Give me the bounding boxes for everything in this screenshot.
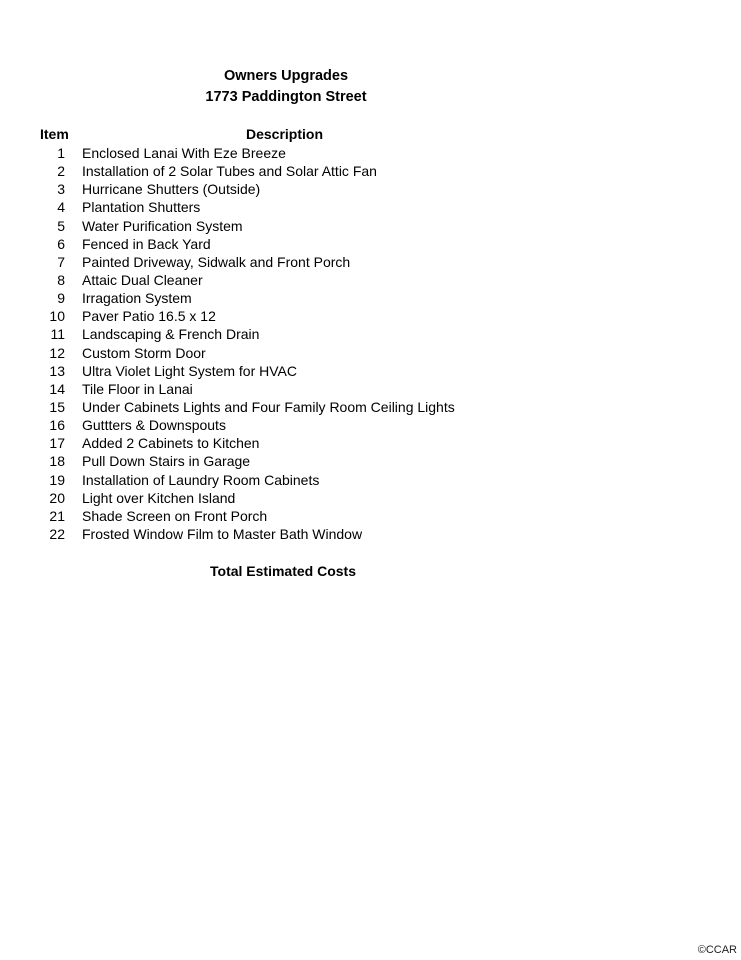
item-number: 18 [49,453,65,470]
item-description: Tile Floor in Lanai [82,380,193,397]
property-address: 1773 Paddington Street [205,89,367,105]
item-description: Plantation Shutters [82,199,201,216]
list-item [0,289,741,307]
item-description: Guttters & Downspouts [82,417,226,434]
list-item [0,362,741,380]
list-item [0,489,741,507]
item-number: 19 [49,471,65,488]
item-number: 13 [49,362,65,379]
item-number: 20 [49,489,65,506]
item-number: 8 [57,271,65,288]
item-description: Landscaping & French Drain [82,326,260,343]
item-number: 4 [57,199,65,216]
list-item [0,307,741,325]
item-number: 16 [49,417,65,434]
item-description: Installation of 2 Solar Tubes and Solar Attic Fan [82,163,377,180]
item-description: Installation of Laundry Room Cabinets [82,471,320,488]
item-description: Added 2 Cabinets to Kitchen [82,435,260,452]
list-item [0,217,741,235]
item-number: 10 [49,308,65,325]
item-number: 3 [57,181,65,198]
item-number: 21 [49,507,65,524]
item-number: 2 [57,163,65,180]
column-header-item: Item [40,126,69,142]
item-description: Paver Patio 16.5 x 12 [82,308,216,325]
item-description: Custom Storm Door [82,344,206,361]
item-number: 9 [57,290,65,307]
item-number: 11 [50,326,65,343]
item-number: 5 [57,217,65,234]
list-item [0,325,741,343]
item-number: 15 [49,398,65,415]
list-item [0,162,741,180]
page-title: Owners Upgrades [223,68,349,84]
list-item [0,144,741,162]
copyright-notice: ©CCAR [697,944,737,956]
list-item [0,380,741,398]
list-item [0,180,741,198]
item-description: Painted Driveway, Sidwalk and Front Porch [82,253,351,270]
item-description: Under Cabinets Lights and Four Family Room Ceiling Lights [82,398,455,415]
item-description: Pull Down Stairs in Garage [82,453,251,470]
list-item [0,344,741,362]
item-description: Attaic Dual Cleaner [82,271,203,288]
item-description: Shade Screen on Front Porch [82,507,268,524]
item-description: Water Purification System [82,217,243,234]
list-item [0,271,741,289]
item-number: 12 [49,344,65,361]
column-header-description: Description [246,126,324,142]
item-number: 6 [57,235,65,252]
item-number: 14 [49,380,65,397]
upgrades-list [0,144,741,543]
item-number: 7 [57,253,65,270]
item-description: Hurricane Shutters (Outside) [82,181,261,198]
item-number: 22 [49,525,65,542]
item-description: Frosted Window Film to Master Bath Window [82,525,363,542]
item-description: Irragation System [82,290,192,307]
item-description: Light over Kitchen Island [82,489,236,506]
item-number: 1 [57,145,65,161]
list-item [0,525,741,543]
item-number: 17 [49,435,65,452]
item-description: Ultra Violet Light System for HVAC [82,362,298,379]
item-description: Fenced in Back Yard [82,235,211,252]
list-item [0,471,741,489]
list-item [0,235,741,253]
list-item [0,434,741,452]
list-item [0,416,741,434]
list-item [0,398,741,416]
list-item [0,507,741,525]
list-item [0,253,741,271]
list-item [0,198,741,216]
list-item [0,452,741,470]
item-description: Enclosed Lanai With Eze Breeze [82,145,286,161]
total-estimated-costs-label: Total Estimated Costs [210,563,356,579]
